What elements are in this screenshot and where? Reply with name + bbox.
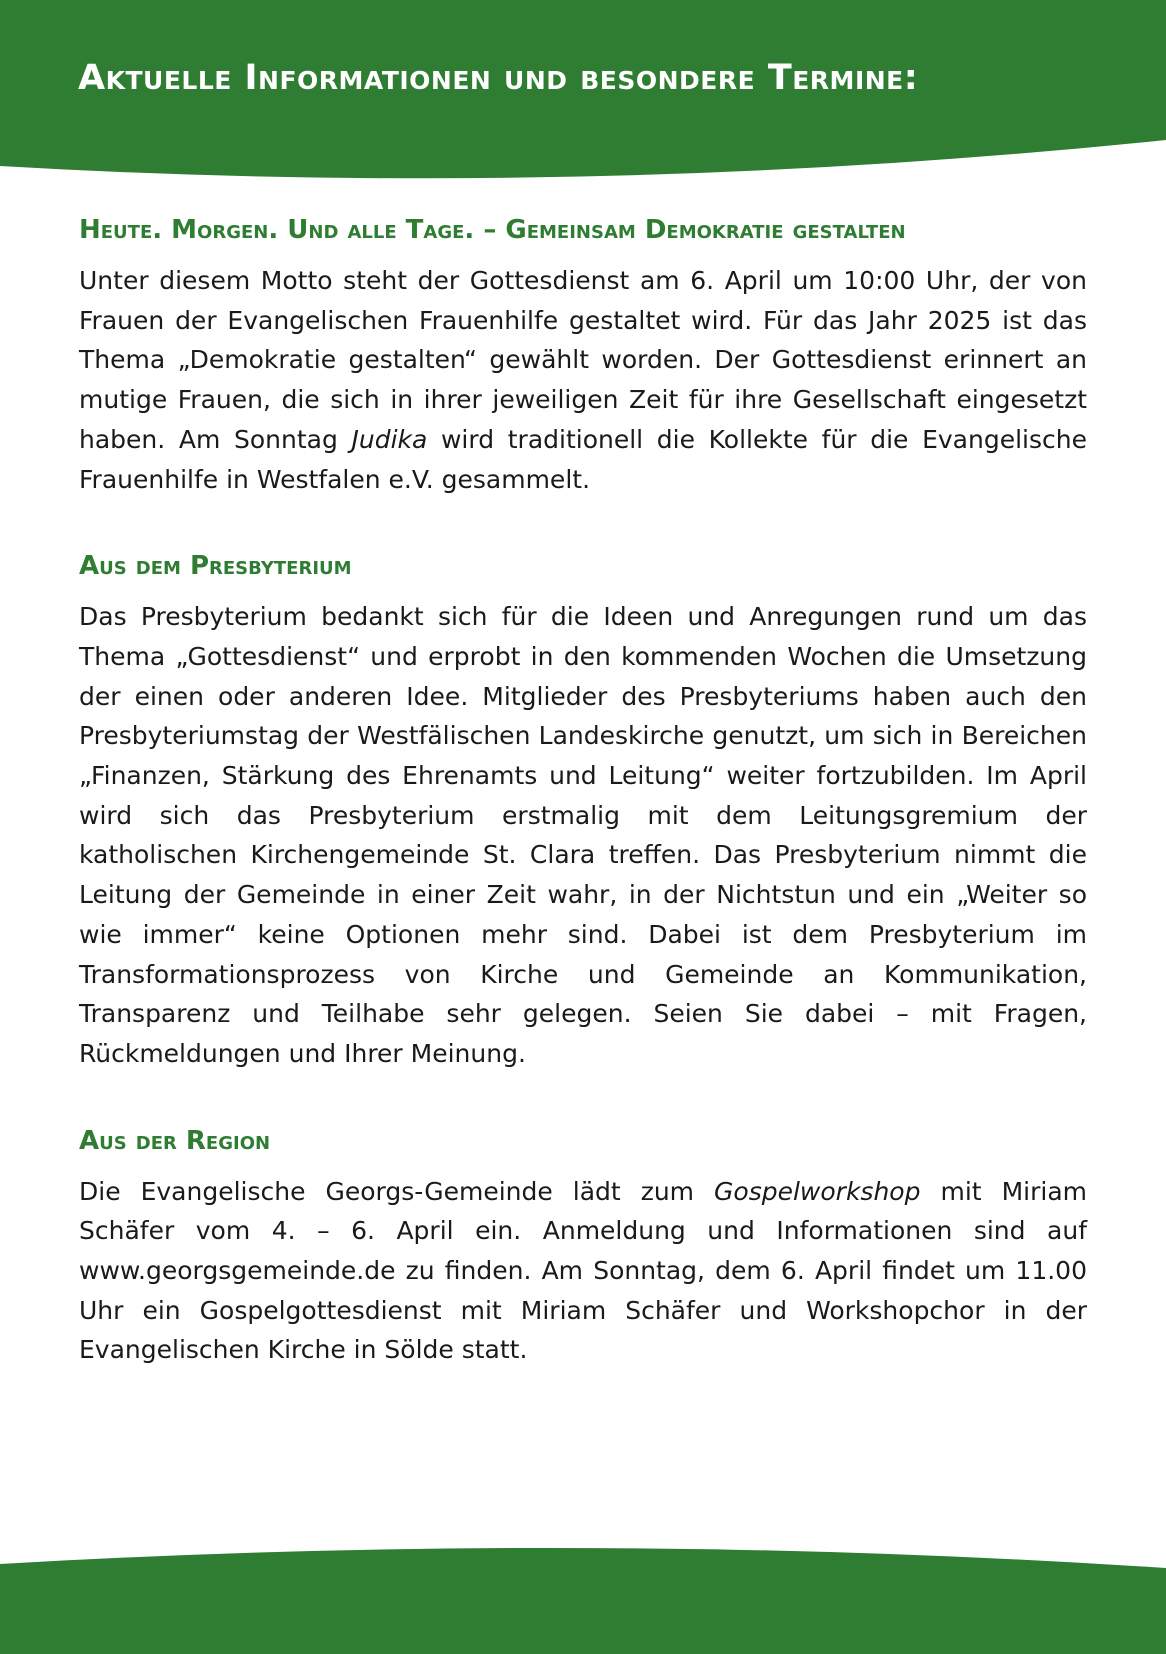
body-text-part: mit Miriam Schäfer vom 4. – 6. April ein. Anmeldung und Informationen sind auf www.georgsgemeinde.de zu finden. Am Sonntag, dem 6. April findet um 11.00 Uhr ein Gospelgottesdienst mit Miriam Schäfer und Workshopchor in der Evangelischen Kirche in Sölde statt. — [79, 1176, 1087, 1365]
emphasis-gospelworkshop: Gospelworkshop — [714, 1176, 921, 1206]
section-heading-presbyterium: Aus dem Presbyterium — [79, 551, 352, 582]
body-text-part: Unter diesem Motto steht der Gottesdienst am 6. April um 10:00 Uhr, der von Frauen der Evangelischen Frauenhilfe gestaltet wird. Für das Jahr 2025 ist das Thema „Demokratie gestalten“ gewählt worden. Der Gottesdienst erinnert an mutige Frauen, die sich in ihrer jeweiligen Zeit für ihre Gesellschaft eingesetzt haben. Am Sonntag — [79, 266, 1087, 454]
body-text-part: Die Evangelische Georgs-Gemeinde lädt zum — [79, 1176, 715, 1206]
page-title: Aktuelle Informationen und besondere Termine: — [78, 58, 919, 98]
section-body-demokratie — [79, 261, 1087, 499]
section-body-region — [79, 1172, 1087, 1371]
footer-band — [0, 1542, 1166, 1654]
page-content — [79, 212, 1087, 1370]
section-body-presbyterium: Das Presbyterium bedankt sich für die Ideen und Anregungen rund um das Thema „Gottesdienst“ und erprobt in den kommenden Wochen die Umsetzung der einen oder anderen Idee. Mitglieder des Presbyteriums haben auch den Presbyteriumstag der Westfälischen Landeskirche genutzt, um sich in Bereichen „Finanzen, Stärkung des Ehrenamts und Leitung“ weiter fortzubilden. Im April wird sich das Presbyterium erstmalig mit dem Leitungsgremium der katholischen Kirchengemeinde St. Clara treffen. Das Presbyterium nimmt die Leitung der Gemeinde in einer Zeit wahr, in der Nichtstun und ein „Weiter so wie immer“ keine Optionen mehr sind. Dabei ist dem Presbyterium im Transformationsprozess von Kirche und Gemeinde an Kommunikation, Transparenz und Teilhabe sehr gelegen. Seien Sie dabei – mit Fragen, Rückmeldungen und Ihrer Meinung. — [79, 602, 1087, 1068]
section-region — [79, 1123, 1087, 1371]
section-heading-region: Aus der Region — [79, 1125, 271, 1156]
section-presbyterium — [79, 548, 1087, 1073]
section-heading-demokratie: Heute. Morgen. Und alle Tage. – Gemeinsam Demokratie gestalten — [79, 215, 906, 245]
section-demokratie — [79, 212, 1087, 499]
footer-band-shape — [0, 1548, 1166, 1654]
emphasis-judika: Judika — [351, 424, 428, 454]
body-text-part: wird traditionell die Kollekte für die Evangelische Frauenhilfe in Westfalen e.V. gesammelt. — [79, 424, 1087, 494]
